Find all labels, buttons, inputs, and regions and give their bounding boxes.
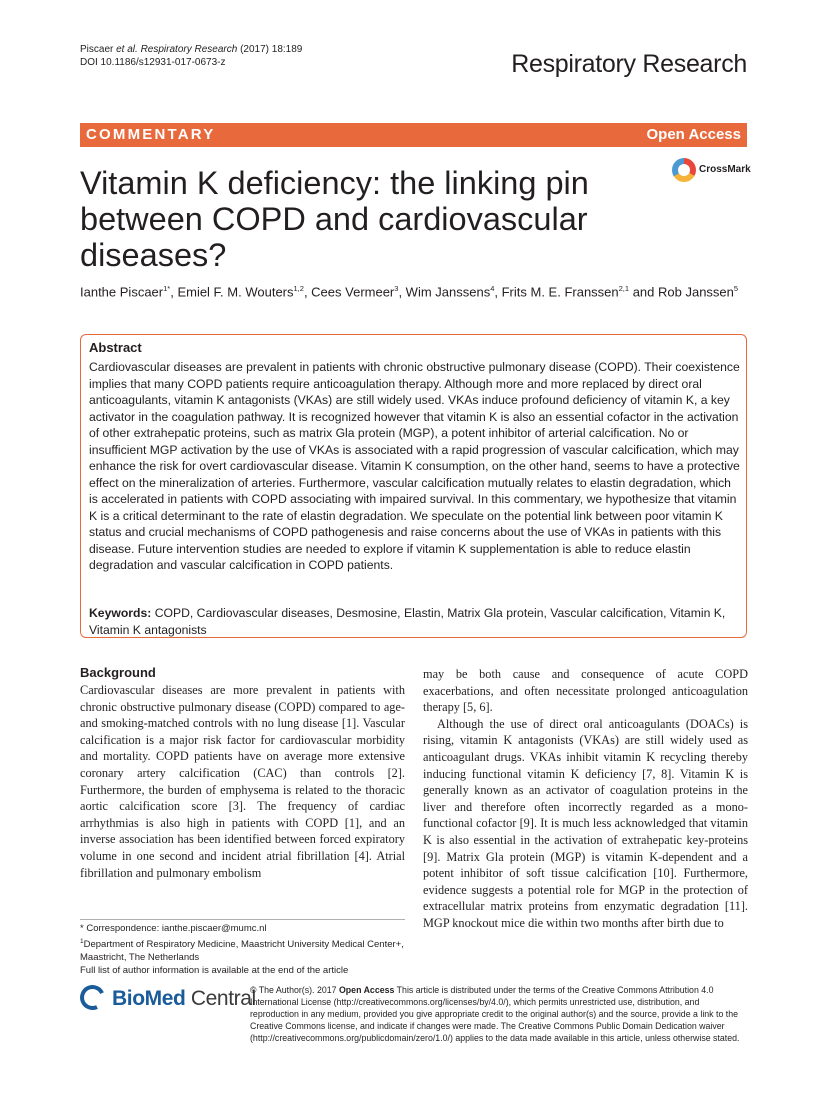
- author-separator: ,: [303, 284, 312, 300]
- body-paragraph: Although the use of direct oral anticoagulants (DOACs) is rising, vitamin K antagonists (VKAs) are still widely used as anticoagulant drugs. VKAs inhibit vitamin K recycling thereby inducing functional vitamin K deficiency [7, 8]. Vitamin K is generally known as an activator of coagulation proteins in the liver and therefore often incorrectly regarded as a mono-functional cofactor [9]. It is much less acknowledged that vitamin K is also essential in the activation of extrahepatic key-proteins [9]. Matrix Gla protein (MGP) is vitamin K-dependent and a potent inhibitor of soft tissue calcification [10]. Furthermore, evidence suggests a potential role for MGP in the protection of extracellular matrix proteins from enzymatic degradation [11]. MGP knockout mice die within two months after birth due to: [423, 716, 748, 930]
- citation-volume: (2017) 18:189: [237, 44, 303, 55]
- correspondence[interactable]: * Correspondence: ianthe.piscaer@mumc.nl: [80, 923, 267, 934]
- abstract-heading: Abstract: [89, 340, 142, 355]
- citation-line: [80, 43, 302, 56]
- crossmark-label: CrossMark: [699, 164, 751, 175]
- affiliation: [80, 935, 410, 964]
- publisher-name-bold: BioMed: [112, 987, 186, 1010]
- author-affiliation-sup: 2,1: [618, 284, 630, 293]
- crossmark-badge[interactable]: [672, 158, 752, 186]
- author-affiliation-sup: 1*: [163, 284, 171, 293]
- open-access-label[interactable]: Open Access: [646, 126, 741, 143]
- citation-journal: et al. Respiratory Research: [116, 44, 238, 55]
- license-text: This article is distributed under the terms of the Creative Commons Attribution 4.0 International License (http://creativecommons.org/licenses/by/4.0/), which permits unrestricted use, distribution, and reproduction in any medium, provided you give appropriate credit to the original author(s) and the source, provide a link to the Creative Commons license, and indicate if changes were made. The Creative Commons Public Domain Dedication waiver (http://creativecommons.org/publicdomain/zero/1.0/) applies to the data made available in this article, unless otherwise stated.: [250, 985, 740, 1043]
- body-column-left: [80, 682, 405, 881]
- author-separator: ,: [170, 284, 178, 300]
- author-affiliation-sup: 1,2: [293, 284, 304, 293]
- author-name[interactable]: Wim Janssens: [405, 284, 491, 300]
- section-heading-background: Background: [80, 665, 156, 680]
- affiliation-text: Department of Respiratory Medicine, Maastricht University Medical Center+, Maastricht, The Netherlands: [80, 939, 404, 964]
- publisher-name: [112, 987, 256, 1011]
- doi[interactable]: DOI 10.1186/s12931-017-0673-z: [80, 57, 226, 68]
- biomed-central-logo-icon: [76, 981, 108, 1013]
- body-paragraph: Cardiovascular diseases are more prevalent in patients with chronic obstructive pulmonary disease (COPD) compared to age- and smoking-matched controls with no lung disease [1]. Vascular calcification is a major risk factor for cardiovascular morbidity and mortality. COPD patients have on average more extensive coronary artery calcification (CAC) than controls [2]. Furthermore, the burden of emphysema is related to the thoracic aortic calcification score [3]. The frequency of cardiac arrhythmias is also high in patients with COPD [1], and an inverse association has been identified between forced expiratory volume in one second and incident atrial fibrillation [4]. Atrial fibrillation and pulmonary embolism: [80, 683, 405, 880]
- author-name[interactable]: Cees Vermeer: [311, 284, 395, 300]
- author-name[interactable]: Frits M. E. Franssen: [501, 284, 619, 300]
- citation-authors: Piscaer: [80, 44, 117, 55]
- author-separator: ,: [398, 284, 406, 300]
- author-list: [80, 284, 738, 299]
- author-affiliation-sup: 5: [733, 284, 739, 293]
- journal-name[interactable]: Respiratory Research: [511, 50, 747, 78]
- article-type-banner: [80, 123, 747, 147]
- footnotes: [80, 922, 410, 977]
- abstract-text: Cardiovascular diseases are prevalent in patients with chronic obstructive pulmonary disease (COPD). Their coexistence implies that many COPD patients require anticoagulation therapy. Although more and more replaced by direct oral anticoagulants, vitamin K antagonists (VKAs) are still widely used. VKAs induce profound deficiency of vitamin K, a key activator in the coagulation pathway. It is recognized however that vitamin K is also an essential cofactor in the activation of other extrahepatic proteins, such as matrix Gla protein (MGP), a potent inhibitor of arterial calcification. No or insufficient MGP activation by the use of VKAs is associated with a rapid progression of vascular calcification, which may enhance the risk for overt cardiovascular disease. Vitamin K consumption, on the other hand, seems to have a protective effect on the mineralization of arteries. Furthermore, vascular calcification mutually relates to elastin degradation, which is accelerated in patients with COPD associating with impaired survival. In this commentary, we hypothesize that vitamin K is a critical determinant to the rate of elastin degradation. We speculate on the potential link between poor vitamin K status and crucial mechanisms of COPD pathogenesis and raise concerns about the use of VKAs in patients with this disease. Future intervention studies are needed to explore if vitamin K supplementation is able to reduce elastin degradation and vascular calcification in COPD patients.: [89, 360, 740, 572]
- author-name[interactable]: Emiel F. M. Wouters: [177, 284, 294, 300]
- body-column-right: [423, 666, 748, 932]
- biomed-central-logo[interactable]: [80, 985, 256, 1019]
- copyright: © The Author(s). 2017: [250, 985, 339, 995]
- author-separator: and: [629, 284, 658, 300]
- article-type-label: COMMENTARY: [86, 126, 216, 143]
- author-name[interactable]: Rob Janssen: [658, 284, 734, 300]
- author-affiliation-sup: 3: [394, 284, 399, 293]
- crossmark-icon: [672, 158, 696, 182]
- keywords-label: Keywords:: [89, 606, 152, 620]
- author-separator: ,: [494, 284, 502, 300]
- open-access-bold: Open Access: [338, 985, 395, 995]
- full-author-info-note: Full list of author information is available at the end of the article: [80, 965, 349, 977]
- author-name[interactable]: Ianthe Piscaer: [80, 284, 164, 300]
- body-paragraph: may be both cause and consequence of acute COPD exacerbations, and often necessitate prolonged anticoagulation therapy [5, 6].: [423, 667, 748, 715]
- article-title: Vitamin K deficiency: the linking pin between COPD and cardiovascular diseases?: [80, 165, 589, 273]
- citation-header: [80, 43, 302, 69]
- author-affiliation-sup: 4: [490, 284, 495, 293]
- publisher-name-rest: Central: [185, 987, 256, 1010]
- license-statement: [250, 984, 750, 1044]
- keywords-list: COPD, Cardiovascular diseases, Desmosine, Elastin, Matrix Gla protein, Vascular calcification, Vitamin K, Vitamin K antagonists: [89, 606, 726, 637]
- footnote-divider: [80, 919, 405, 920]
- keywords: [89, 605, 741, 638]
- affiliation-number: 1: [80, 938, 84, 945]
